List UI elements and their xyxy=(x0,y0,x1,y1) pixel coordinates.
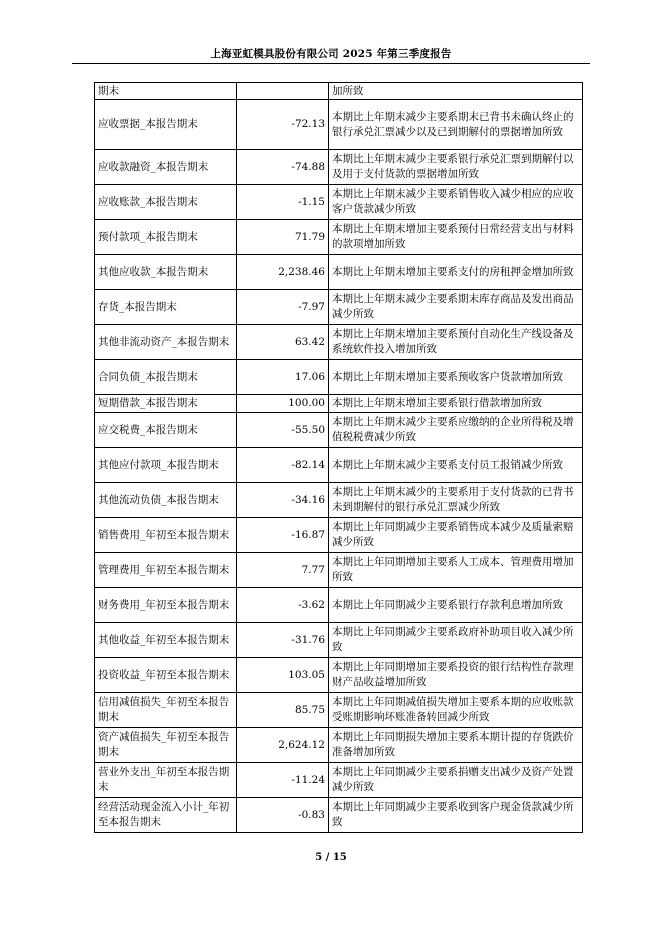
reason-cell: 本期比上年期末增加主要系支付的房租押金增加所致 xyxy=(329,255,583,290)
table-row xyxy=(95,395,583,413)
change-ratio-cell: -34.16 xyxy=(237,483,329,518)
item-cell: 管理费用_年初至本报告期末 xyxy=(95,553,237,588)
item-cell: 其他非流动资产_本报告期末 xyxy=(95,325,237,360)
item-cell: 存货_本报告期末 xyxy=(95,290,237,325)
table-row xyxy=(95,185,583,220)
header-divider xyxy=(72,63,590,64)
page-number: 5 / 15 xyxy=(315,852,347,863)
item-cell: 其他流动负债_本报告期末 xyxy=(95,483,237,518)
reason-cell: 本期比上年期末减少主要系支付员工报销减少所致 xyxy=(329,448,583,483)
change-ratio-cell: 100.00 xyxy=(237,395,329,413)
change-ratio-cell: 2,624.12 xyxy=(237,728,329,763)
item-cell: 预付款项_本报告期末 xyxy=(95,220,237,255)
table-row xyxy=(95,448,583,483)
change-ratio-cell: -7.97 xyxy=(237,290,329,325)
item-cell: 信用减值损失_年初至本报告期末 xyxy=(95,693,237,728)
reason-cell: 本期比上年同期增加主要系人工成本、管理费用增加所致 xyxy=(329,553,583,588)
reason-cell: 本期比上年期末减少的主要系用于支付货款的已背书未到期解付的银行承兑汇票减少所致 xyxy=(329,483,583,518)
reason-cell: 本期比上年期末减少主要系银行承兑汇票到期解付以及用于支付货款的票据增加所致 xyxy=(329,150,583,185)
item-cell: 应交税费_本报告期末 xyxy=(95,413,237,448)
reason-cell: 本期比上年同期减少主要系政府补助项目收入减少所致 xyxy=(329,623,583,658)
item-cell: 经营活动现金流入小计_年初至本报告期末 xyxy=(95,798,237,833)
change-ratio-cell: -0.83 xyxy=(237,798,329,833)
reason-cell: 本期比上年同期减少主要系捐赠支出减少及资产处置减少所致 xyxy=(329,763,583,798)
page-header: 上海亚虹模具股份有限公司 2025 年第三季度报告 xyxy=(210,48,452,60)
change-ratio-cell: 17.06 xyxy=(237,360,329,395)
reason-cell: 本期比上年同期损失增加主要系本期计提的存货跌价准备增加所致 xyxy=(329,728,583,763)
reason-cell: 本期比上年同期减少主要系银行存款利息增加所致 xyxy=(329,588,583,623)
table-row xyxy=(95,83,583,100)
item-cell: 应收票据_本报告期末 xyxy=(95,100,237,150)
change-ratio-cell: 85.75 xyxy=(237,693,329,728)
change-ratio-cell: 2,238.46 xyxy=(237,255,329,290)
table-row xyxy=(95,728,583,763)
table-row xyxy=(95,693,583,728)
table-row xyxy=(95,100,583,150)
reason-cell: 本期比上年期末减少主要系销售收入减少相应的应收客户货款减少所致 xyxy=(329,185,583,220)
reason-cell: 本期比上年期末减少主要系期末已背书未确认终止的银行承兑汇票减少以及已到期解付的票据增加所致 xyxy=(329,100,583,150)
table-row xyxy=(95,150,583,185)
item-cell: 短期借款_本报告期末 xyxy=(95,395,237,413)
reason-cell: 本期比上年同期增加主要系投资的银行结构性存款理财产品收益增加所致 xyxy=(329,658,583,693)
change-explanation-table xyxy=(94,82,583,833)
change-ratio-cell: -74.88 xyxy=(237,150,329,185)
table-row xyxy=(95,658,583,693)
change-ratio-cell: 103.05 xyxy=(237,658,329,693)
reason-cell: 本期比上年同期减值损失增加主要系本期的应收账款受账期影响坏账准备转回减少所致 xyxy=(329,693,583,728)
change-ratio-cell: -3.62 xyxy=(237,588,329,623)
reason-cell: 本期比上年同期减少主要系收到客户现金货款减少所致 xyxy=(329,798,583,833)
item-cell: 应收款融资_本报告期末 xyxy=(95,150,237,185)
table-row xyxy=(95,290,583,325)
item-cell: 合同负债_本报告期末 xyxy=(95,360,237,395)
reason-cell: 本期比上年期末增加主要系银行借款增加所致 xyxy=(329,395,583,413)
item-cell: 资产减值损失_年初至本报告期末 xyxy=(95,728,237,763)
item-cell: 营业外支出_年初至本报告期末 xyxy=(95,763,237,798)
table-row xyxy=(95,325,583,360)
change-ratio-cell: 63.42 xyxy=(237,325,329,360)
change-ratio-cell: -1.15 xyxy=(237,185,329,220)
reason-cell: 本期比上年期末减少主要系期末库存商品及发出商品减少所致 xyxy=(329,290,583,325)
change-ratio-cell: -31.76 xyxy=(237,623,329,658)
item-cell: 其他应付款项_本报告期末 xyxy=(95,448,237,483)
change-ratio-cell: 71.79 xyxy=(237,220,329,255)
change-ratio-cell: 7.77 xyxy=(237,553,329,588)
change-ratio-cell: -55.50 xyxy=(237,413,329,448)
change-ratio-cell: -16.87 xyxy=(237,518,329,553)
table-row xyxy=(95,413,583,448)
reason-cell: 本期比上年期末增加主要系预付自动化生产线设备及系统软件投入增加所致 xyxy=(329,325,583,360)
item-cell: 期末 xyxy=(95,83,237,100)
table-row xyxy=(95,763,583,798)
reason-cell: 本期比上年同期减少主要系销售成本减少及质量索赔减少所致 xyxy=(329,518,583,553)
item-cell: 投资收益_年初至本报告期末 xyxy=(95,658,237,693)
table-row xyxy=(95,255,583,290)
table-row xyxy=(95,798,583,833)
table-row xyxy=(95,220,583,255)
table-row xyxy=(95,518,583,553)
change-ratio-cell: -82.14 xyxy=(237,448,329,483)
change-ratio-cell: -11.24 xyxy=(237,763,329,798)
table-row xyxy=(95,553,583,588)
reason-cell: 本期比上年期末增加主要系预收客户货款增加所致 xyxy=(329,360,583,395)
item-cell: 应收账款_本报告期末 xyxy=(95,185,237,220)
item-cell: 财务费用_年初至本报告期末 xyxy=(95,588,237,623)
table-row xyxy=(95,360,583,395)
reason-cell: 加所致 xyxy=(329,83,583,100)
reason-cell: 本期比上年期末增加主要系预付日常经营支出与材料的款项增加所致 xyxy=(329,220,583,255)
item-cell: 销售费用_年初至本报告期末 xyxy=(95,518,237,553)
change-ratio-cell xyxy=(237,83,329,100)
table-row xyxy=(95,483,583,518)
table-row xyxy=(95,623,583,658)
reason-cell: 本期比上年期末减少主要系应缴纳的企业所得税及增值税税费减少所致 xyxy=(329,413,583,448)
item-cell: 其他收益_年初至本报告期末 xyxy=(95,623,237,658)
item-cell: 其他应收款_本报告期末 xyxy=(95,255,237,290)
change-ratio-cell: -72.13 xyxy=(237,100,329,150)
table-row xyxy=(95,588,583,623)
